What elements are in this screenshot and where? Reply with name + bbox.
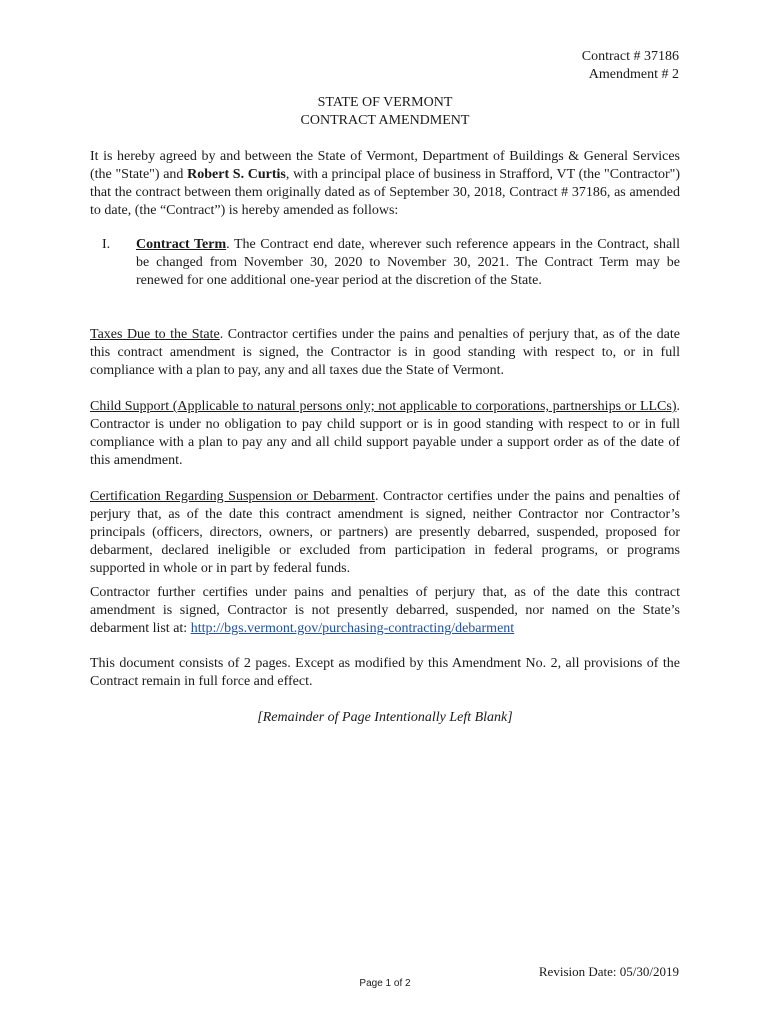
certification-heading: Certification Regarding Suspension or Debarment [90, 489, 375, 504]
contract-term-text: . The Contract end date, wherever such reference appears in the Contract, shall be changed from November 30, 2020 to November 30, 2021. The Contract Term may be renewed for one additional one-year period at the discretion of the State. [136, 237, 680, 288]
contractor-name: Robert S. Curtis [187, 167, 286, 182]
taxes-text: . Contractor certifies under the pains and penalties of perjury that, as of the date this contract amendment is signed, the Contractor is in good standing with respect to, or in full compliance with a plan to pay, any and all taxes due the State of Vermont. [90, 327, 680, 378]
intro-after-name: , with a principal place of business in Strafford, VT (the "Contractor") that the contract between them originally dated as of September 30, 2018, Contract # 37186, as amended to date, (the “Contract”) is hereby amended as follows: [90, 167, 680, 218]
remainder-blank-notice: [Remainder of Page Intentionally Left Blank] [257, 710, 513, 725]
certification-text: . Contractor certifies under the pains and penalties of perjury that, as of the date this contract amendment is signed, neither Contractor nor Contractor’s principals (officers, directors, owners, or partners) are presently debarred, suspended, proposed for debarment, declared ineligible or excluded from participation in federal programs, or programs supported in whole or in part by federal funds. [90, 489, 680, 576]
taxes-paragraph [90, 326, 680, 380]
intro-before-name: It is hereby agreed by and between the State of Vermont, Department of Buildings & General Services (the "State") and [90, 149, 680, 182]
further-certification-paragraph [90, 584, 680, 638]
contract-term-heading: Contract Term [136, 237, 227, 252]
contract-header [582, 48, 679, 84]
title-line-2: CONTRACT AMENDMENT [300, 113, 470, 128]
taxes-heading: Taxes Due to the State [90, 327, 220, 342]
amendment-number: Amendment # 2 [588, 67, 679, 82]
child-support-heading: Child Support (Applicable to natural persons only; not applicable to corporations, partnerships or LLCs) [90, 399, 677, 414]
document-title [0, 94, 770, 130]
page-number: Page 1 of 2 [359, 978, 411, 989]
intro-paragraph [90, 148, 680, 220]
item-numeral: I. [102, 237, 111, 252]
certification-paragraph [90, 488, 680, 578]
title-line-1: STATE OF VERMONT [317, 95, 453, 110]
closing-paragraph: This document consists of 2 pages. Except as modified by this Amendment No. 2, all provisions of the Contract remain in full force and effect. [90, 656, 680, 689]
contract-number: Contract # 37186 [581, 49, 679, 64]
further-text: Contractor further certifies under pains and penalties of perjury that, as of the date this contract amendment is signed, Contractor is not presently debarred, suspended, nor named on the State’s debarment list at: [90, 585, 680, 636]
debarment-list-link[interactable]: http://bgs.vermont.gov/purchasing-contracting/debarment [190, 621, 515, 636]
child-support-paragraph [90, 398, 680, 470]
revision-date: Revision Date: 05/30/2019 [538, 964, 679, 979]
contract-term-body [136, 236, 680, 290]
child-support-text: . Contractor is under no obligation to pay child support or is in good standing with respect to or in full compliance with a plan to pay any and all child support payable under a support order as of the date of this amendment. [90, 399, 680, 468]
